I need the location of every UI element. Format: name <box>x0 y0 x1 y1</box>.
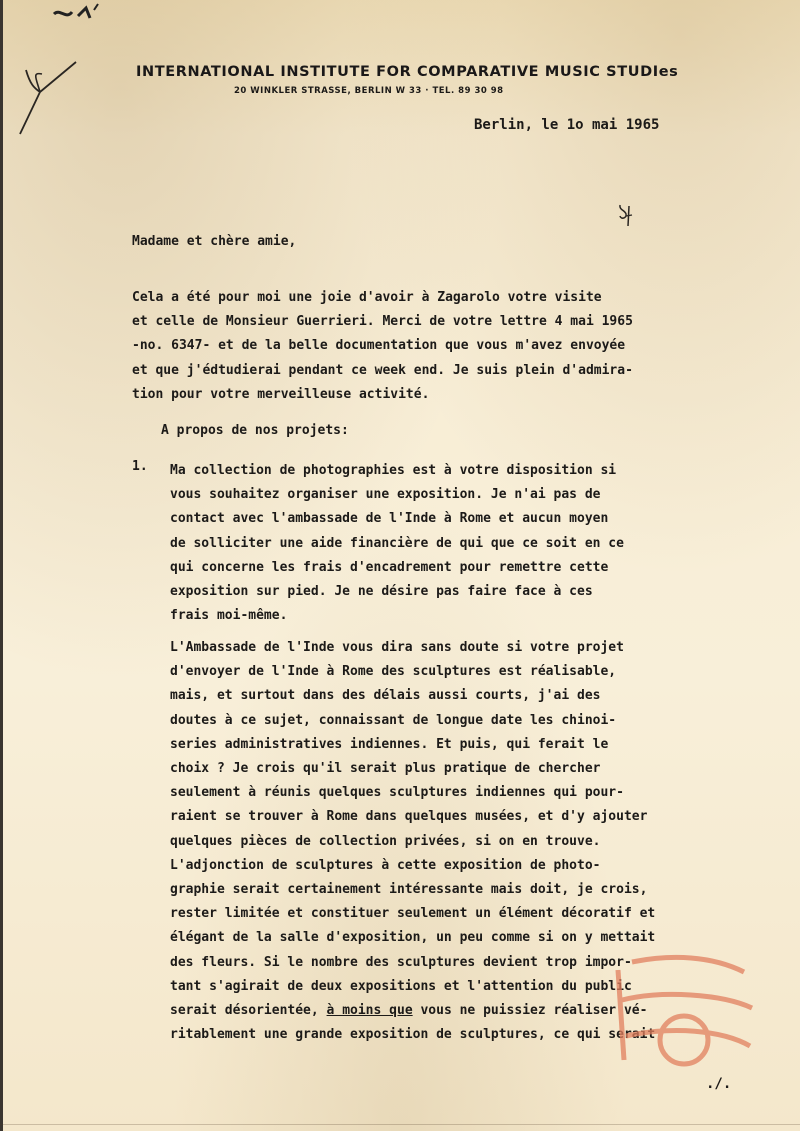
page-continuation-mark: ./. <box>706 1076 732 1092</box>
text-line: vous souhaitez organiser une exposition. Je n'ai pas de <box>170 487 601 503</box>
text-line: et que j'édtudierai pendant ce week end. Je suis plein d'admira- <box>132 362 633 378</box>
text-fragment: vous ne puissiez réaliser vé- <box>412 1003 648 1019</box>
text-line: quelques pièces de collection privées, si on en trouve. <box>170 833 601 849</box>
paragraph-photographs <box>170 459 770 628</box>
ink-stamp-mark <box>612 950 762 1070</box>
salutation: Madame et chère amie, <box>132 234 297 249</box>
institute-name: INTERNATIONAL INSTITUTE FOR COMPARATIVE MUSIC STUDIes <box>136 64 679 80</box>
text-line: et celle de Monsieur Guerrieri. Merci de votre lettre 4 mai 1965 <box>132 314 633 330</box>
text-line: -no. 6347- et de la belle documentation que vous m'avez envoyée <box>132 338 626 354</box>
text-line: tant s'agirait de deux expositions et l'attention du public <box>170 978 632 994</box>
underlined-phrase: à moins que <box>326 1003 413 1019</box>
text-line: raient se trouver à Rome dans quelques musées, et d'y ajouter <box>170 809 648 825</box>
text-line: choix ? Je crois qu'il serait plus pratique de chercher <box>170 761 601 777</box>
text-line: de solliciter une aide financière de qui que ce soit en ce <box>170 535 624 551</box>
handwritten-initials <box>617 202 635 230</box>
text-line: tion pour votre merveilleuse activité. <box>132 386 430 402</box>
text-line: L'Ambassade de l'Inde vous dira sans doute si votre projet <box>170 640 624 655</box>
text-line: des fleurs. Si le nombre des sculptures devient trop impor- <box>170 954 632 970</box>
page-bottom-edge <box>0 1124 800 1125</box>
text-line: frais moi-même. <box>170 608 288 624</box>
institute-address: 20 WINKLER STRASSE, BERLIN W 33 · TEL. 89 30 98 <box>234 86 504 96</box>
text-line: doutes à ce sujet, connaissant de longue date les chinoi- <box>170 712 617 728</box>
text-line: contact avec l'ambassade de l'Inde à Rome et aucun moyen <box>170 511 609 527</box>
paragraph-intro <box>132 286 772 407</box>
text-line: élégant de la salle d'exposition, un peu comme si on y mettait <box>170 930 656 946</box>
text-line: exposition sur pied. Je ne désire pas faire face à ces <box>170 584 593 600</box>
text-line: L'adjonction de sculptures à cette exposition de photo- <box>170 857 601 873</box>
text-line: mais, et surtout dans des délais aussi courts, j'ai des <box>170 688 601 704</box>
letterhead <box>136 64 679 96</box>
text-line: rester limitée et constituer seulement un élément décoratif et <box>170 906 656 922</box>
page-left-edge <box>0 0 3 1131</box>
text-line: seulement à réunis quelques sculptures indiennes qui pour- <box>170 785 624 801</box>
letter-date: Berlin, le 1o mai 1965 <box>474 117 660 133</box>
text-line: qui concerne les frais d'encadrement pour remettre cette <box>170 559 609 575</box>
item-number: 1. <box>132 459 148 474</box>
handwritten-check-mark <box>16 58 80 138</box>
corner-scribble-mark <box>48 0 108 30</box>
text-line: series administratives indiennes. Et puis, qui ferait le <box>170 736 609 752</box>
text-line: graphie serait certainement intéressante mais doit, je crois, <box>170 882 648 898</box>
text-fragment: serait désorientée, <box>170 1003 327 1019</box>
section-title: A propos de nos projets: <box>161 423 349 438</box>
text-line: Ma collection de photographies est à votre disposition si <box>170 463 617 478</box>
text-line: d'envoyer de l'Inde à Rome des sculptures est réalisable, <box>170 664 617 680</box>
text-line: ritablement une grande exposition de sculptures, ce qui serait <box>170 1027 656 1043</box>
text-line: Cela a été pour moi une joie d'avoir à Zagarolo votre visite <box>132 290 602 305</box>
